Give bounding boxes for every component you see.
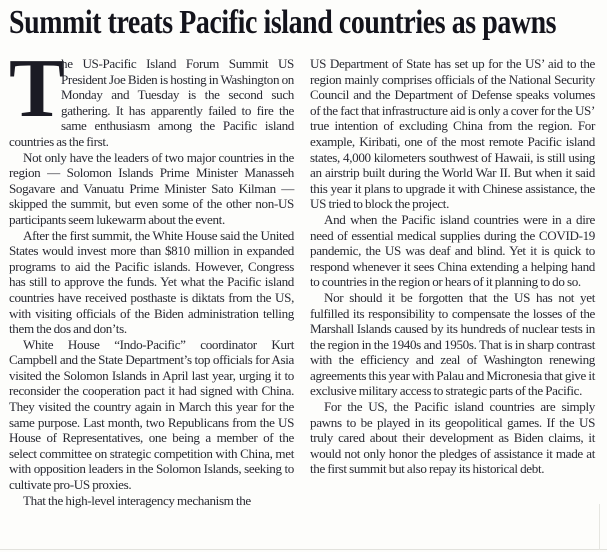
left-column	[9, 42, 294, 508]
paragraph: Not only have the leaders of two major countries in the region — Solomon Islands Prime Minister Manasseh Sogavare and Vanuatu Prime Minister Sato Kilman — skipped the summit, but even some of the other non-US participants seem lukewarm about the event.	[9, 149, 294, 227]
paragraph: Nor should it be forgotten that the US has not yet fulfilled its responsibility to compensate the losses of the Marshall Islands caused by its hundreds of nuclear tests in the region in the 1940s and 1950s. That is in sharp contrast with the efficiency and zeal of Washington renewing agreements this year with Palau and Micronesia that give it exclusive military access to strategic parts of the Pacific.	[310, 289, 596, 399]
paragraph-lead	[9, 42, 294, 150]
drop-cap: T	[9, 42, 65, 135]
paragraph-continued-from-left-column: US Department of State has set up for the US’ aid to the region mainly comprises officials of the National Security Council and the Department of Defense speaks volumes of the fact that infrastructure aid is only a cover for the US’ true intention of excluding China from the region. For example, Kiribati, one of the most remote Pacific island states, 4,000 kilometers southwest of Hawaii, is still using an airstrip built during the World War II. But when it said this year it plans to upgrade it with Chinese assistance, the US tried to block the project.	[310, 56, 595, 212]
paragraph: For the US, the Pacific island countries are simply pawns to be played in its geopolitical games. If the US truly cared about their development as Biden claims, it would not only honor the pledges of assistance it made at the first summit but also repay its historical debt.	[310, 399, 595, 477]
paragraph: White House “Indo-Pacific” coordinator Kurt Campbell and the State Department’s top officials for Asia visited the Solomon Islands in April last year, urging it to reconsider the cooperation pact it had signed with China. They visited the country again in March this year for the same purpose. Last month, two Republicans from the US House of Representatives, one being a member of the select committee on strategic competition with China, met with opposition leaders in the Solomon Islands, seeking to cultivate pro-US proxies.	[9, 336, 294, 493]
paragraph-continued-to-next-column: That the high-level interagency mechanism the	[23, 492, 251, 508]
page-bottom-edge-line	[0, 549, 607, 550]
article-headline: Summit treats Pacific island countries as pawns	[9, 4, 557, 41]
paragraph: And when the Pacific island countries were in a dire need of essential medical supplies during the COVID-19 pandemic, the US was deaf and blind. Yet it is quick to respond whenever it sees China extending a helping hand to countries in the region or hears of it planning to do so.	[310, 211, 595, 290]
right-column	[310, 56, 595, 508]
paragraph: After the first summit, the White House said the United States would invest more than $810 million in expanded programs to aid the Pacific islands. However, Congress has still to approve the funds. Yet what the Pacific island countries have received posthaste is diktats from the US, with visiting officials of the Biden administration telling them the dos and don’ts.	[9, 227, 294, 337]
page-right-edge-line	[599, 504, 600, 550]
article-body	[9, 42, 598, 508]
paragraph-text: he US-Pacific Island Forum Summit US President Joe Biden is hosting in Washington on Monday and Tuesday is the second such gathering. It has apparently failed to fire the same enthusiasm among the Pacific island countries as the first.	[9, 56, 294, 149]
